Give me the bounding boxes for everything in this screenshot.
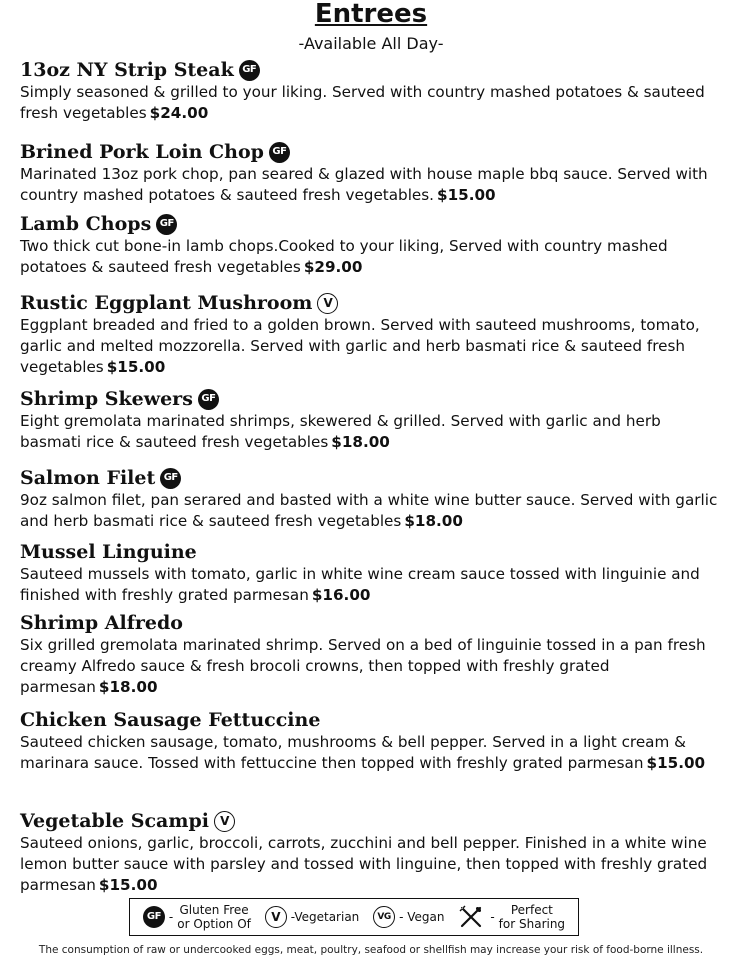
page-title: Entrees	[314, 0, 428, 29]
vegetarian-icon: V	[214, 811, 235, 832]
gluten-free-icon: GF	[143, 906, 165, 928]
item-description: Two thick cut bone-in lamb chops.Cooked to your liking, Served with country mashed potatoes & sauteed fresh vegetables	[20, 237, 668, 276]
gluten-free-icon: GF	[160, 468, 181, 489]
food-safety-disclaimer: The consumption of raw or undercooked eggs, meat, poultry, seafood or shellfish may increase your risk of food-borne illness.	[38, 944, 704, 956]
legend-sharing: - Perfect for Sharing	[458, 903, 565, 931]
item-description: Eight gremolata marinated shrimps, skewered & grilled. Served with garlic and herb basmati rice & sauteed fresh vegetables	[20, 412, 661, 451]
item-price: $15.00	[98, 876, 158, 894]
menu-item	[20, 467, 720, 532]
gluten-free-icon: GF	[239, 60, 260, 81]
item-name: Shrimp Skewers	[20, 388, 193, 410]
item-price: $18.00	[98, 678, 158, 696]
item-description: Sauteed onions, garlic, broccoli, carrots, zucchini and bell pepper. Finished in a white wine lemon butter sauce with parsley and tossed with linguine, then topped with freshly grated parmesan	[20, 834, 708, 894]
item-price: $16.00	[311, 586, 371, 604]
menu-item	[20, 141, 720, 206]
item-name: Salmon Filet	[20, 467, 156, 489]
item-name: Vegetable Scampi	[20, 810, 209, 832]
item-description: Sauteed mussels with tomato, garlic in white wine cream sauce tossed with linguinie and finished with freshly grated parmesan	[20, 565, 700, 604]
legend-vegetarian	[265, 906, 360, 928]
legend-share-label-2: for Sharing	[498, 917, 566, 931]
vegan-icon: VG	[373, 906, 395, 928]
item-description: 9oz salmon filet, pan serared and basted with a white wine butter sauce. Served with garlic and herb basmati rice & sauteed fresh vegetables	[20, 491, 718, 530]
item-price: $18.00	[331, 433, 390, 451]
item-description: Six grilled gremolata marinated shrimp. Served on a bed of linguinie tossed in a pan fresh creamy Alfredo sauce & fresh brocoli crowns, then topped with freshly grated parmesan	[20, 636, 706, 696]
item-name: Rustic Eggplant Mushroom	[20, 292, 313, 314]
menu-item	[20, 213, 720, 278]
item-name: Mussel Linguine	[20, 541, 197, 563]
vegetarian-icon: V	[265, 906, 287, 928]
item-price: $15.00	[437, 186, 496, 204]
menu-item	[20, 292, 720, 378]
item-name: Lamb Chops	[20, 213, 152, 235]
page-subtitle: -Available All Day-	[298, 34, 444, 53]
gluten-free-icon: GF	[198, 389, 219, 410]
gluten-free-icon: GF	[156, 214, 177, 235]
item-name: Brined Pork Loin Chop	[20, 141, 264, 163]
gluten-free-icon: GF	[269, 142, 290, 163]
item-price: $29.00	[303, 258, 363, 276]
item-description: Sauteed chicken sausage, tomato, mushrooms & bell pepper. Served in a light cream & marinara sauce. Tossed with fettuccine then topped with freshly grated parmesan	[20, 733, 686, 772]
item-name: Chicken Sausage Fettuccine	[20, 709, 321, 731]
item-name: Shrimp Alfredo	[20, 612, 183, 634]
legend-vg-label: - Vegan	[399, 910, 445, 924]
item-name: 13oz NY Strip Steak	[20, 59, 234, 81]
dietary-legend	[129, 898, 579, 936]
item-description: Marinated 13oz pork chop, pan seared & glazed with house maple bbq sauce. Served with country mashed potatoes & sauteed fresh vegetables.	[20, 165, 708, 204]
item-price: $15.00	[106, 358, 166, 376]
vegetarian-icon: V	[317, 293, 338, 314]
legend-vegan	[373, 906, 444, 928]
item-price: $18.00	[404, 512, 463, 530]
legend-gf-label-1: Gluten Free	[179, 903, 249, 917]
menu-item	[20, 810, 720, 896]
legend-gf-label-2: or Option Of	[177, 917, 251, 931]
item-price: $24.00	[149, 104, 209, 122]
fork-knife-icon	[458, 904, 484, 930]
menu-item	[20, 388, 720, 453]
item-price: $15.00	[646, 754, 706, 772]
item-description: Simply seasoned & grilled to your liking. Served with country mashed potatoes & sauteed fresh vegetables	[20, 83, 705, 122]
menu-item	[20, 612, 720, 698]
legend-v-label: -Vegetarian	[290, 910, 360, 924]
legend-gluten-free: GF - Gluten Free or Option Of	[143, 903, 251, 931]
item-description: Eggplant breaded and fried to a golden brown. Served with sauteed mushrooms, tomato, garlic and melted mozzorella. Served with garlic and herb basmati rice & sauteed fresh vegetables	[20, 316, 700, 376]
menu-item	[20, 541, 720, 606]
menu-item	[20, 59, 720, 124]
legend-share-label-1: Perfect	[510, 903, 553, 917]
menu-item	[20, 709, 720, 774]
